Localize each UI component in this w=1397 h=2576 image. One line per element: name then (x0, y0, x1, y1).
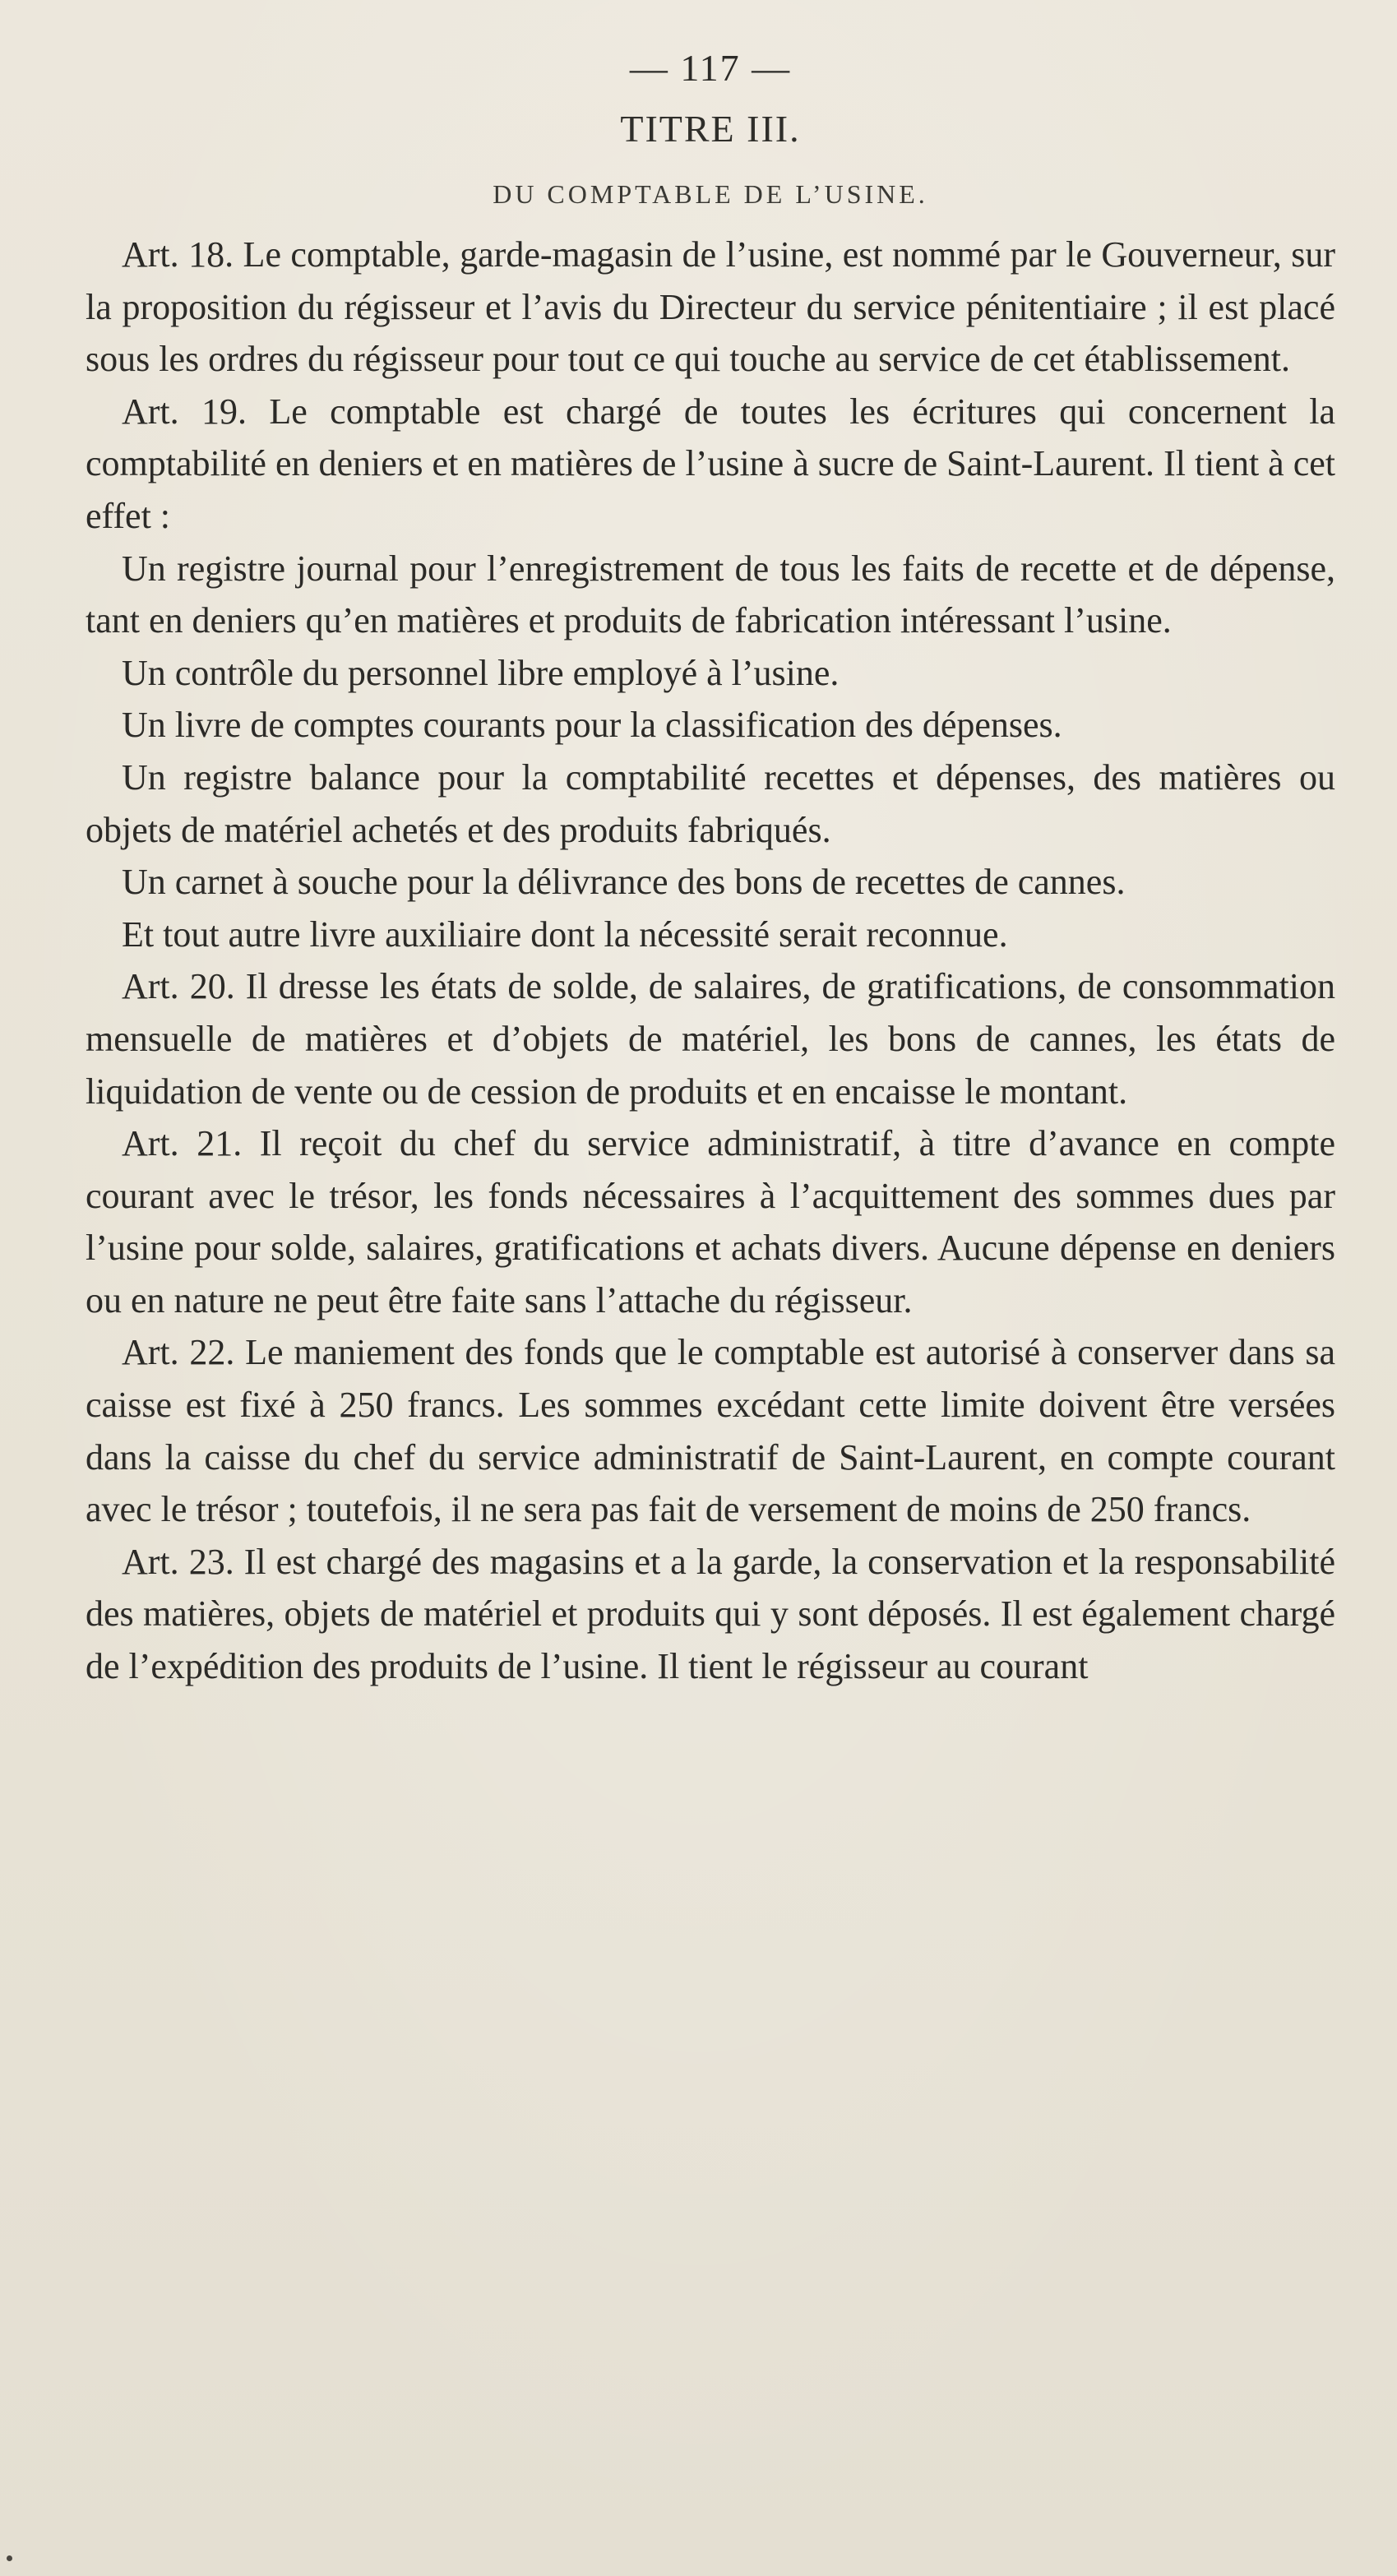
paragraph-art-18: Art. 18. Le comptable, garde-magasin de l’usine, est nommé par le Gouverneur, sur la proposition du régisseur et l’avis du Directeur du service pénitentiaire ; il est placé sous les ordres du régisseur pour tout ce qui touche au service de cet établissement. (86, 234, 1335, 380)
paragraph-art-20: Art. 20. Il dresse les états de solde, de salaires, de gratifications, de consommation mensuelle de matières et d’objets de matériel, les bons de cannes, les états de liquidation de vente ou de cession de produits et en encaisse le montant. (86, 966, 1335, 1112)
page-number: — 117 — (629, 47, 792, 89)
paragraph-carnet-souche: Un carnet à souche pour la délivrance des bons de recettes de cannes. (122, 862, 1126, 903)
section-subtitle: DU COMPTABLE DE L’USINE. (493, 179, 928, 209)
page-text (86, 49, 1335, 1693)
paragraph-livre-auxiliaire: Et tout autre livre auxiliaire dont la nécessité serait reconnue. (122, 913, 1008, 955)
paragraph-registre-balance: Un registre balance pour la comptabilité recettes et dépenses, des matières ou objets de matériel achetés et des produits fabriqués. (86, 756, 1335, 850)
paragraph-art-19: Art. 19. Le comptable est chargé de toutes les écritures qui concernent la comptabilité en deniers et en matières de l’usine à sucre de Saint-Laurent. Il tient à cet effet : (86, 391, 1335, 536)
paragraph-registre-journal: Un registre journal pour l’enregistrement de tous les faits de recette et de dépense, tant en deniers qu’en matières et produits de fabrication intéressant l’usine. (86, 548, 1335, 641)
section-title: TITRE III. (620, 108, 801, 150)
paragraph-art-22: Art. 22. Le maniement des fonds que le comptable est autorisé à conserver dans sa caisse est fixé à 250 francs. Les sommes excédant cette limite doivent être versées dans la caisse du chef du service administratif de Saint-Laurent, en compte courant avec le trésor ; toutefois, il ne sera pas fait de versement de moins de 250 francs. (86, 1332, 1335, 1530)
paragraph-controle-personnel: Un contrôle du personnel libre employé à l’usine. (122, 652, 840, 693)
paragraph-art-23: Art. 23. Il est chargé des magasins et a la garde, la conservation et la responsabilité des matières, objets de matériel et produits qui y sont déposés. Il est également chargé de l’expédition des produits de l’usine. Il tient le régisseur au courant (86, 1541, 1335, 1687)
paragraph-livre-comptes: Un livre de comptes courants pour la classification des dépenses. (122, 705, 1062, 746)
ink-speck (7, 2555, 12, 2561)
paragraph-art-21: Art. 21. Il reçoit du chef du service administratif, à titre d’avance en compte courant avec le trésor, les fonds nécessaires à l’acquittement des sommes dues par l’usine pour solde, salaires, gratifications et achats divers. Aucune dépense en deniers ou en nature ne peut être faite sans l’attache du régisseur. (86, 1123, 1335, 1320)
